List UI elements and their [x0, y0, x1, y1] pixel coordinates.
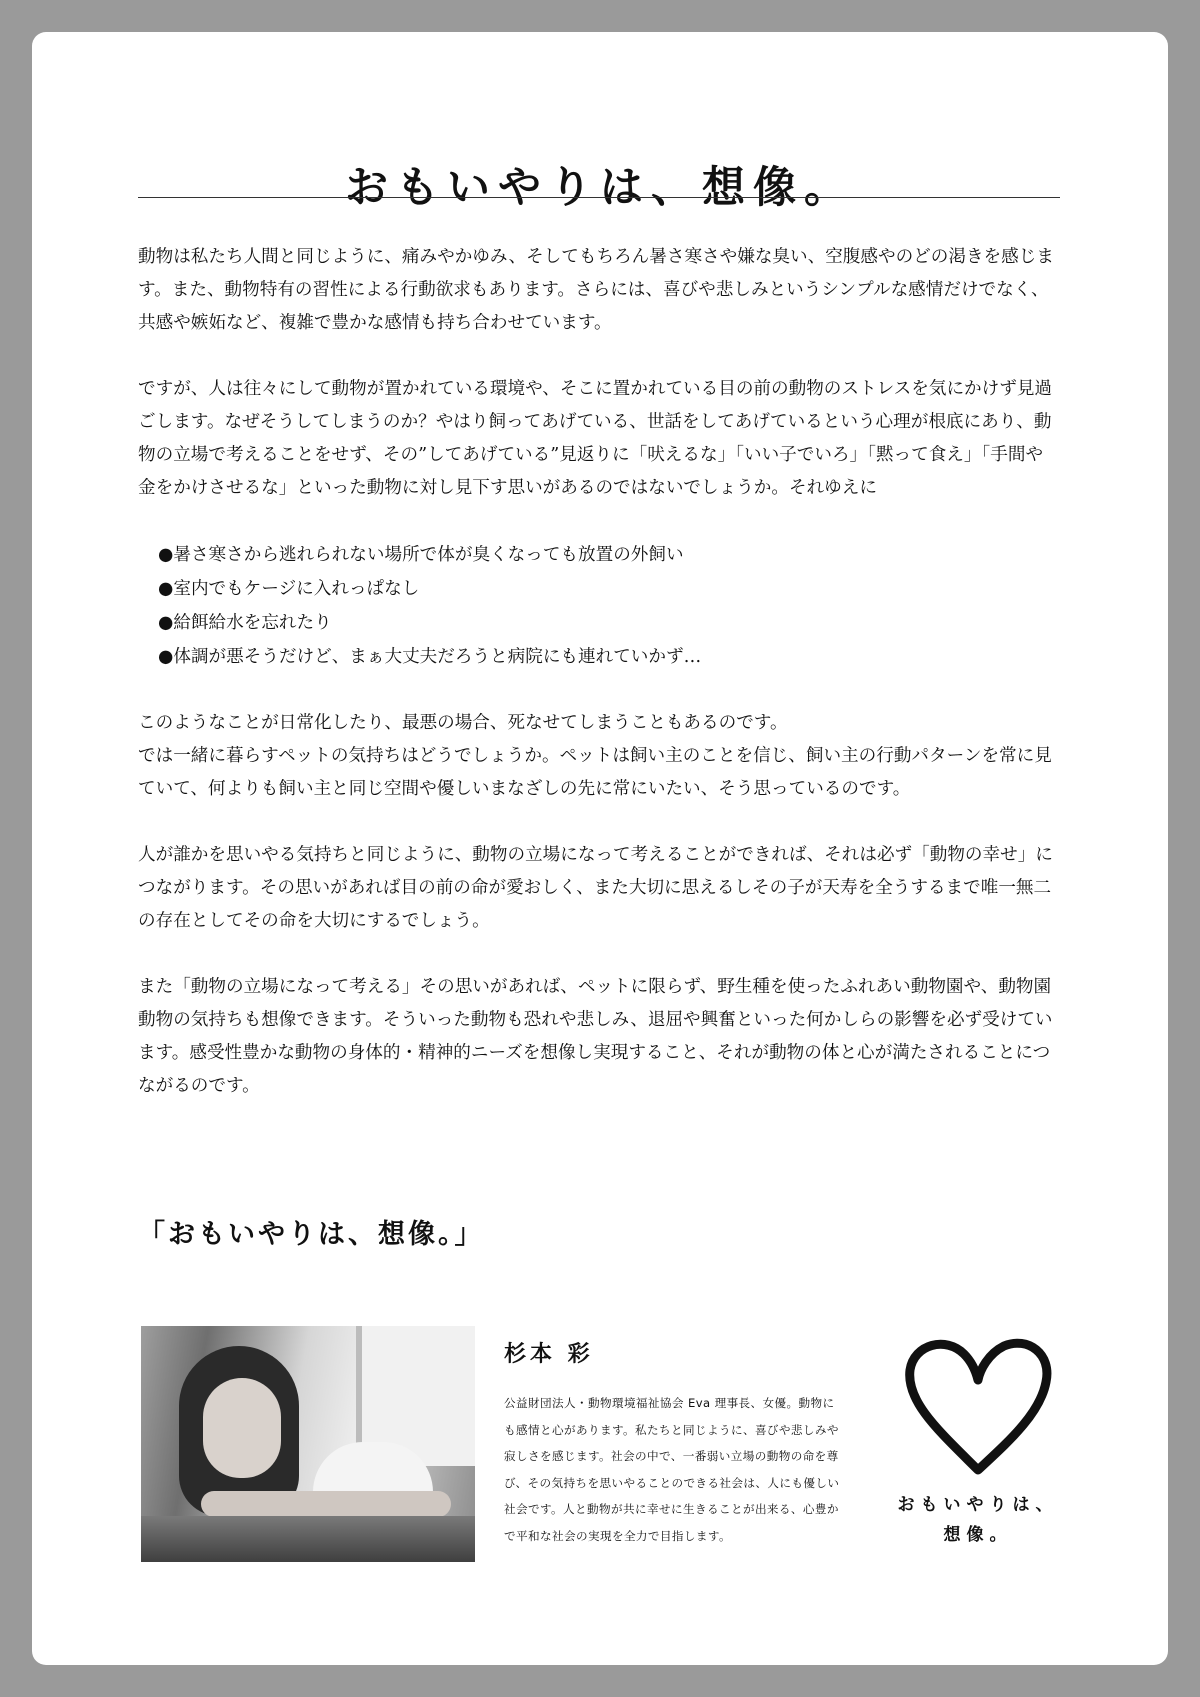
- paragraph-intro: 動物は私たち人間と同じように、痛みやかゆみ、そしてもちろん暑さ寒さや嫌な臭い、空腹感やのどの渇きを感じます。また、動物特有の習性による行動欲求もあります。さらには、喜びや悲しみというシンプルな感情だけでなく、共感や嫉妬など、複雑で豊かな感情も持ち合わせています。: [138, 247, 1054, 333]
- heart-icon: [900, 1332, 1056, 1482]
- profile-bio: 公益財団法人・動物環境福祉協会 Eva 理事長、女優。動物にも感情と心があります。私たちと同じように、喜びや悲しみや寂しさを感じます。社会の中で、一番弱い立場の動物の命を尊び、その気持ちを思いやることのできる社会は、人にも優しい社会です。人と動物が共に幸せに生きることが出来る、心豊かで平和な社会の実現を全力で目指します。: [504, 1396, 840, 1543]
- closing-slogan: 「おもいやりは、想像。」: [138, 1219, 485, 1250]
- portrait-photo: [141, 1326, 475, 1562]
- article-body: [138, 241, 1060, 1136]
- title-divider: [138, 197, 1060, 198]
- profile-name: 杉本 彩: [504, 1342, 594, 1367]
- neglect-list: [138, 538, 1060, 674]
- list-item: ●暑さ寒さから逃れられない場所で体が臭くなっても放置の外飼い: [158, 545, 684, 565]
- page-title: おもいやりは、想像。: [345, 162, 855, 213]
- paragraph-neglect: ですが、人は往々にして動物が置かれている環境や、そこに置かれている目の前の動物のストレスを気にかけず見過ごします。なぜそうしてしまうのか？やはり飼ってあげている、世話をしてあげているという心理が根底にあり、動物の立場で考えることをせず、その”してあげている”見返りに「吠えるな」「いい子でいろ」「黙って食え」「手間や金をかけさせるな」といった動物に対し見下す思いがあるのではないでしょうか。それゆえに: [138, 379, 1053, 498]
- paragraph-pet-feelings: では一緒に暮らすペットの気持ちはどうでしょうか。ペットは飼い主のことを信じ、飼い主の行動パターンを常に見ていて、何よりも飼い主と同じ空間や優しいまなざしの先に常にいたい、そう思っているのです。: [138, 746, 1052, 799]
- list-item: ●体調が悪そうだけど、まぁ大丈夫だろうと病院にも連れていかず…: [158, 647, 702, 667]
- photo-arm: [201, 1491, 451, 1517]
- paragraph-happiness: 人が誰かを思いやる気持ちと同じように、動物の立場になって考えることができれば、それは必ず「動物の幸せ」につながります。その思いがあれば目の前の命が愛おしく、また大切に思えるしその子が天寿を全うするまで唯一無二の存在としてその命を大切にするでしょう。: [138, 845, 1053, 931]
- paragraph-consequence: このようなことが日常化したり、最悪の場合、死なせてしまうこともあるのです。: [138, 713, 788, 733]
- logo-caption: [872, 1490, 1084, 1550]
- logo-line-2: 想像。: [943, 1525, 1013, 1545]
- paragraph-imagination: また「動物の立場になって考える」その思いがあれば、ペットに限らず、野生種を使ったふれあい動物園や、動物園動物の気持ちも想像できます。そういった動物も恐れや悲しみ、退屈や興奮といった何かしらの影響を必ず受けています。感受性豊かな動物の身体的・精神的ニーズを想像し実現すること、それが動物の体と心が満たされることにつながるのです。: [138, 977, 1053, 1096]
- poster-sheet: [32, 32, 1168, 1665]
- photo-table: [141, 1516, 475, 1562]
- list-item: ●給餌給水を忘れたり: [158, 613, 332, 633]
- logo-line-1: おもいやりは、: [897, 1495, 1059, 1515]
- list-item: ●室内でもケージに入れっぱなし: [158, 579, 420, 599]
- photo-face: [203, 1378, 281, 1478]
